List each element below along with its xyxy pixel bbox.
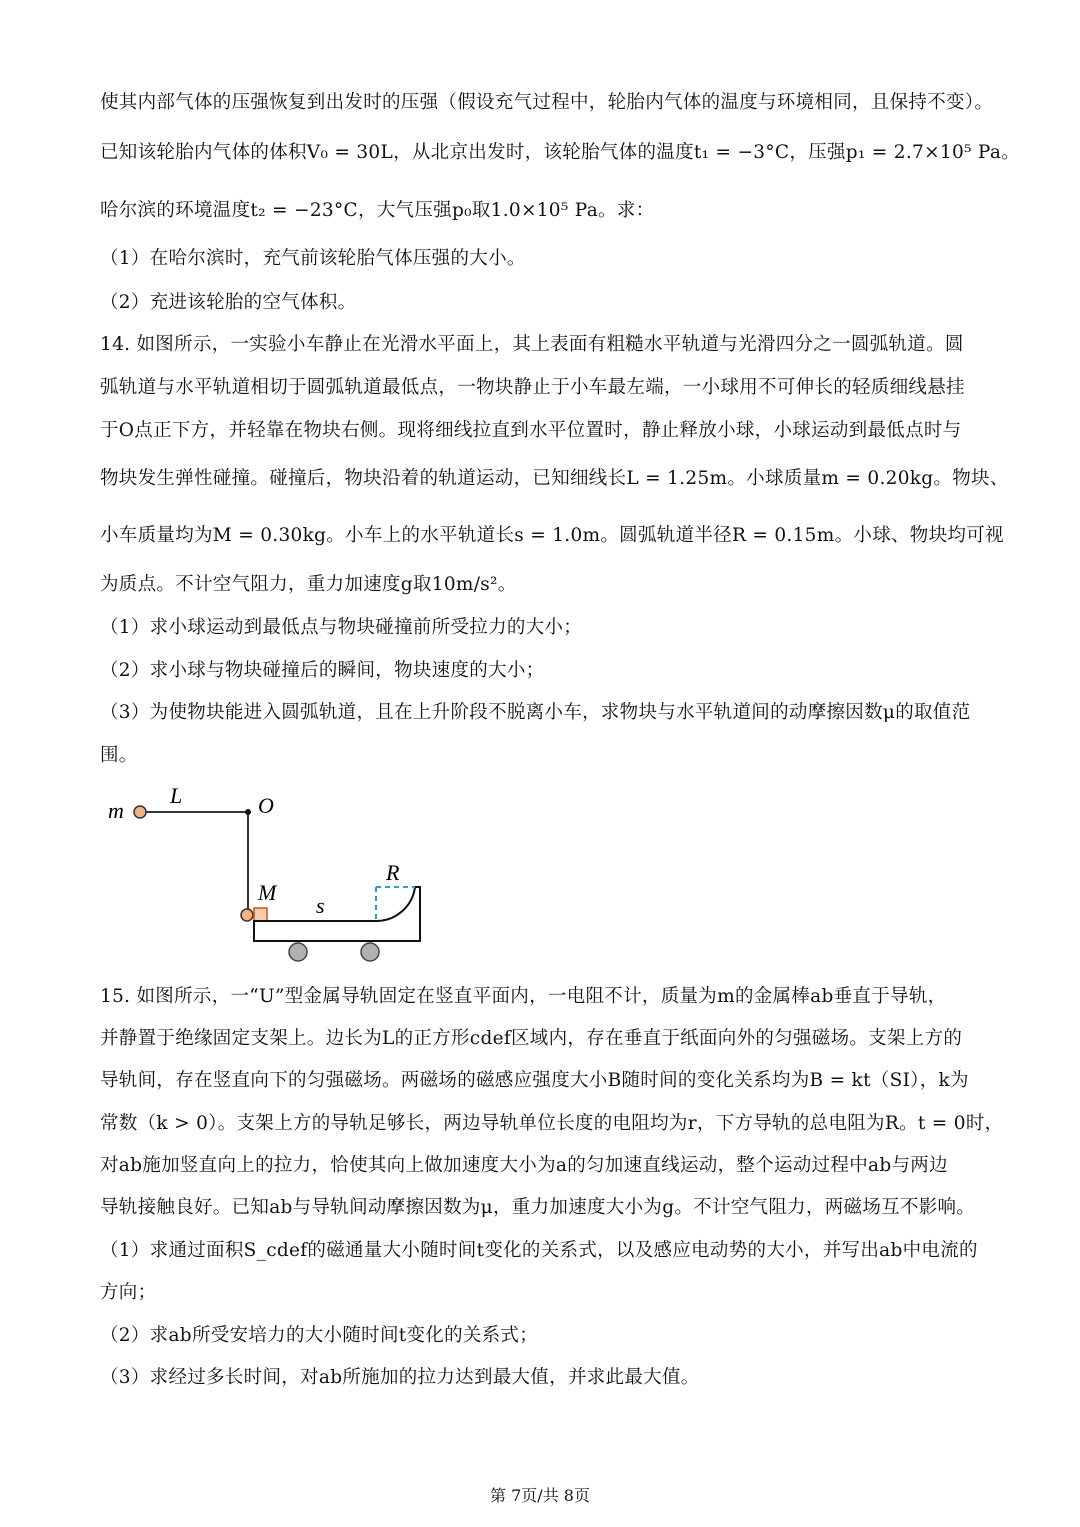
block — [254, 908, 267, 921]
label-R: R — [386, 860, 400, 885]
page-footer: 第 7页/共 8页 — [490, 1486, 590, 1505]
text-line: 为质点。不计空气阻力，重力加速度g取10m/s²。 — [100, 574, 517, 595]
text-line: 使其内部气体的压强恢复到出发时的压强（假设充气过程中，轮胎内气体的温度与环境相同，且保持不变）。 — [100, 92, 994, 113]
text-line: 15. 如图所示，一“U”型金属导轨固定在竖直平面内，一电阻不计，质量为m的金属棒ab垂直于导轨， — [100, 986, 947, 1007]
label-m: m — [108, 798, 124, 823]
text-line: 于O点正下方，并轻靠在物块右侧。现将细线拉直到水平位置时，静止释放小球，小球运动到最低点时与 — [100, 420, 962, 441]
text-line: 导轨间，存在竖直向下的匀强磁场。两磁场的磁感应强度大小B随时间的变化关系均为B = kt（SI），k为 — [100, 1070, 969, 1091]
text-line: 方向； — [100, 1282, 157, 1303]
text-line: （2）求小球与物块碰撞后的瞬间，物块速度的大小； — [100, 660, 545, 681]
text-line: 对ab施加竖直向上的拉力，恰使其向上做加速度大小为a的匀加速直线运动，整个运动过程中ab与两边 — [100, 1155, 948, 1176]
label-O: O — [258, 793, 274, 818]
text-line: 并静置于绝缘固定支架上。边长为L的正方形cdef区域内，存在垂直于纸面向外的匀强磁场。支架上方的 — [100, 1028, 963, 1049]
text-line: 小车质量均为M = 0.30kg。小车上的水平轨道长s = 1.0m。圆弧轨道半径R = 0.15m。小球、物块均可视 — [100, 525, 1004, 546]
text-line: （3）求经过多长时间，对ab所施加的拉力达到最大值，并求此最大值。 — [100, 1367, 700, 1388]
text-line: 已知该轮胎内气体的体积V₀ = 30L，从北京出发时，该轮胎气体的温度t₁ = −3°C，压强p₁ = 2.7×10⁵ Pa。 — [100, 142, 1020, 163]
text-line: 弧轨道与水平轨道相切于圆弧轨道最低点，一物块静止于小车最左端，一小球用不可伸长的轻质细线悬挂 — [100, 377, 965, 398]
cart-body — [254, 887, 420, 941]
text-line: （1）求通过面积S_cdef的磁通量大小随时间t变化的关系式，以及感应电动势的大小，并写出ab中电流的 — [100, 1240, 978, 1261]
wheel-left — [289, 943, 307, 961]
pivot-point — [245, 809, 251, 815]
ball-initial — [134, 806, 146, 818]
text-line: （1）在哈尔滨时，充气前该轮胎气体压强的大小。 — [100, 248, 526, 269]
text-line: （2）充进该轮胎的空气体积。 — [100, 292, 357, 313]
text-line: 哈尔滨的环境温度t₂ = −23°C，大气压强p₀取1.0×10⁵ Pa。求： — [100, 200, 655, 221]
text-line: （3）为使物块能进入圆弧轨道，且在上升阶段不脱离小车，求物块与水平轨道间的动摩擦因数μ的取值范 — [100, 702, 971, 723]
text-line: 常数（k > 0）。支架上方的导轨足够长，两边导轨单位长度的电阻均为r，下方导轨的总电阻为R。t = 0时， — [100, 1113, 1004, 1134]
text-line: 物块发生弹性碰撞。碰撞后，物块沿着的轨道运动，已知细线长L = 1.25m。小球质量m = 0.20kg。物块、 — [100, 468, 1009, 489]
label-M: M — [258, 880, 277, 905]
cart-pendulum-figure — [100, 782, 440, 967]
label-L: L — [170, 783, 183, 808]
text-line: （1）求小球运动到最低点与物块碰撞前所受拉力的大小； — [100, 617, 583, 638]
label-s: s — [316, 893, 325, 918]
wheel-right — [361, 943, 379, 961]
text-line: 围。 — [100, 745, 138, 766]
text-line: 导轨接触良好。已知ab与导轨间动摩擦因数为μ，重力加速度大小为g。不计空气阻力，两磁场互不影响。 — [100, 1197, 976, 1218]
text-line: 14. 如图所示，一实验小车静止在光滑水平面上，其上表面有粗糙水平轨道与光滑四分之一圆弧轨道。圆 — [100, 334, 964, 355]
text-line: （2）求ab所受安培力的大小随时间t变化的关系式； — [100, 1325, 539, 1346]
ball-bottom — [241, 909, 253, 921]
